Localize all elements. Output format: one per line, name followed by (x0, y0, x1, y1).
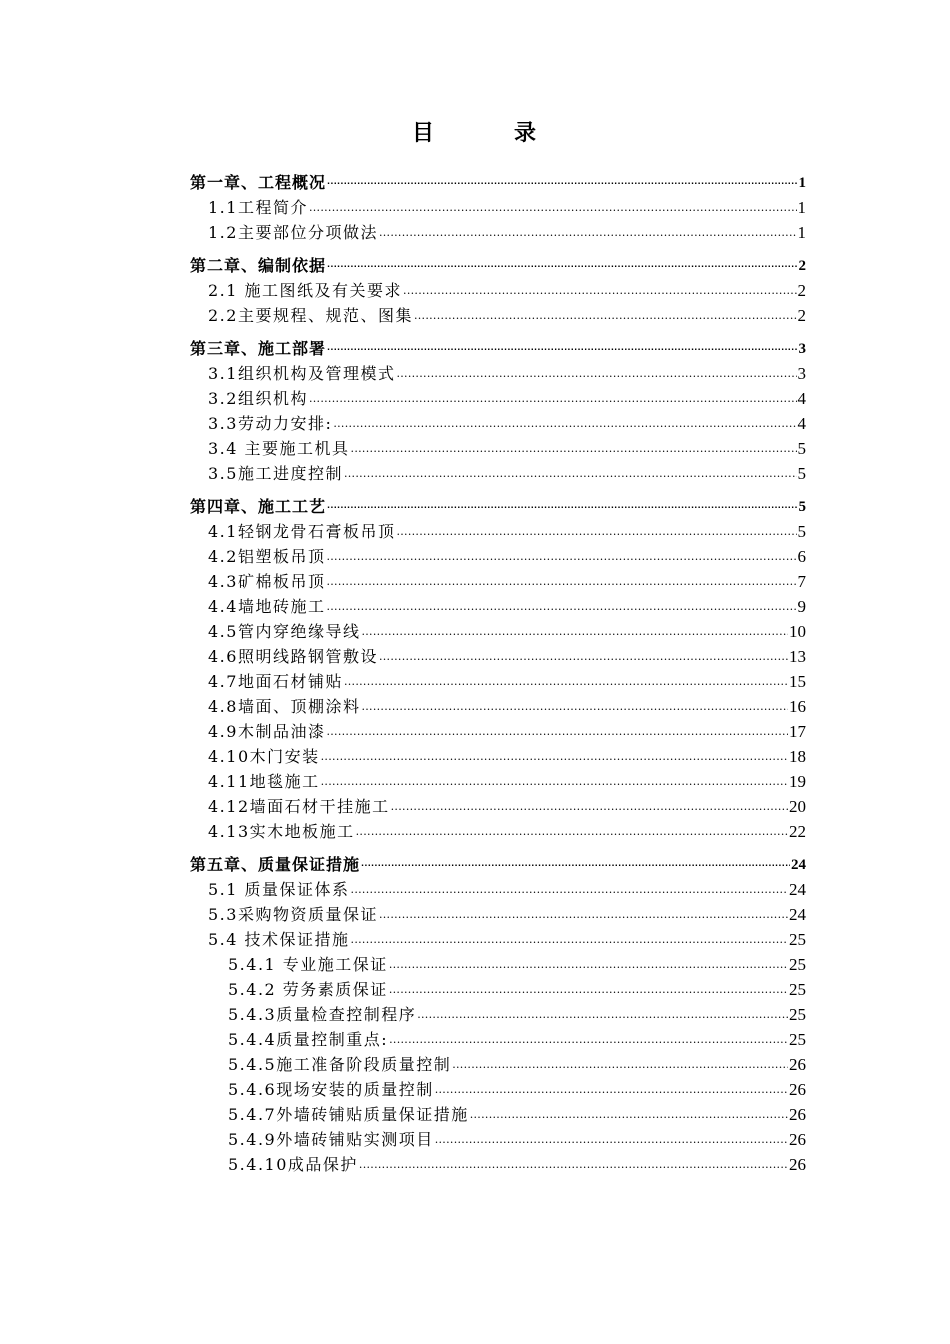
toc-entry-title: 3.5施工进度控制 (208, 464, 343, 483)
toc-entry-sub[interactable] (190, 950, 806, 975)
toc-entry-section[interactable] (190, 717, 806, 742)
toc-dot-leader (327, 499, 797, 517)
toc-entry-sub[interactable] (190, 1150, 806, 1175)
toc-dot-leader (321, 775, 788, 792)
toc-entry-page-number: 17 (789, 722, 806, 741)
toc-entry-page-number: 3 (797, 364, 806, 383)
toc-entry-sub[interactable] (190, 1125, 806, 1150)
toc-dot-leader (344, 675, 788, 692)
toc-entry-section[interactable] (190, 517, 806, 542)
toc-entry-title: 4.9木制品油漆 (208, 722, 326, 741)
toc-entry-title: 5.4 技术保证措施 (208, 930, 350, 949)
toc-entry-title: 4.10木门安装 (208, 747, 320, 766)
toc-entry-section[interactable] (190, 692, 806, 717)
toc-entry-title: 1.1工程简介 (208, 198, 308, 217)
toc-entry-page-number: 25 (789, 930, 806, 949)
toc-entry-section[interactable] (190, 817, 806, 842)
toc-entry-chapter[interactable] (190, 484, 806, 517)
toc-entry-section[interactable] (190, 276, 806, 301)
toc-entry-page-number: 24 (789, 905, 806, 924)
toc-entry-section[interactable] (190, 742, 806, 767)
toc-entry-page-number: 4 (797, 414, 806, 433)
toc-entry-page-number: 25 (789, 1005, 806, 1024)
toc-entry-title: 5.4.7外墙砖铺贴质量保证措施 (228, 1105, 469, 1124)
toc-entry-page-number: 5 (798, 499, 806, 515)
toc-entry-page-number: 19 (789, 772, 806, 791)
toc-entry-page-number: 20 (789, 797, 806, 816)
toc-entry-page-number: 26 (789, 1155, 806, 1174)
toc-dot-leader (327, 258, 797, 276)
toc-entry-title: 1.2主要部位分项做法 (208, 223, 378, 242)
toc-dot-leader (333, 417, 796, 434)
toc-dot-leader (361, 700, 788, 717)
toc-entry-page-number: 25 (789, 955, 806, 974)
toc-entry-page-number: 22 (789, 822, 806, 841)
toc-entry-sub[interactable] (190, 1050, 806, 1075)
toc-dot-leader (435, 1133, 788, 1150)
toc-entry-section[interactable] (190, 218, 806, 243)
toc-entry-title: 2.1 施工图纸及有关要求 (208, 281, 403, 300)
toc-entry-page-number: 25 (789, 980, 806, 999)
toc-entry-title: 3.1组织机构及管理模式 (208, 364, 396, 383)
toc-entry-title: 5.4.5施工准备阶段质量控制 (228, 1055, 452, 1074)
toc-entry-page-number: 26 (789, 1130, 806, 1149)
toc-entry-sub[interactable] (190, 1025, 806, 1050)
toc-entry-section[interactable] (190, 792, 806, 817)
toc-entry-title: 5.4.10成品保护 (228, 1155, 358, 1174)
toc-dot-leader (327, 175, 797, 193)
toc-entry-section[interactable] (190, 384, 806, 409)
toc-dot-leader (470, 1108, 788, 1125)
toc-entry-title: 4.4墙地砖施工 (208, 597, 326, 616)
toc-entry-page-number: 2 (798, 258, 806, 274)
page-title-left: 目 (411, 121, 436, 146)
toc-dot-leader (351, 442, 797, 459)
toc-dot-leader (389, 958, 788, 975)
toc-entry-title: 3.4 主要施工机具 (208, 439, 350, 458)
toc-dot-leader (351, 933, 788, 950)
toc-entry-page-number: 5 (797, 464, 806, 483)
toc-entry-title: 5.4.3质量检查控制程序 (228, 1005, 417, 1024)
toc-entry-chapter[interactable] (190, 842, 806, 875)
toc-dot-leader (309, 392, 797, 409)
toc-entry-page-number: 7 (797, 572, 806, 591)
toc-entry-page-number: 1 (798, 175, 806, 191)
toc-entry-section[interactable] (190, 900, 806, 925)
toc-entry-title: 5.4.6现场安装的质量控制 (228, 1080, 434, 1099)
toc-entry-page-number: 15 (789, 672, 806, 691)
toc-entry-sub[interactable] (190, 1100, 806, 1125)
toc-entry-title: 3.2组织机构 (208, 389, 308, 408)
toc-entry-title: 4.3矿棉板吊顶 (208, 572, 326, 591)
toc-entry-page-number: 1 (797, 223, 806, 242)
toc-entry-page-number: 16 (789, 697, 806, 716)
toc-dot-leader (326, 725, 788, 742)
toc-entry-page-number: 2 (797, 306, 806, 325)
page-title-right: 录 (514, 121, 539, 146)
toc-dot-leader (389, 983, 788, 1000)
toc-entry-title: 3.3劳动力安排: (208, 414, 333, 433)
toc-entry-chapter[interactable] (190, 326, 806, 359)
toc-entry-title: 5.4.1 专业施工保证 (228, 955, 388, 974)
toc-dot-leader (379, 908, 788, 925)
toc-dot-leader (414, 309, 797, 326)
toc-entry-page-number: 5 (797, 522, 806, 541)
toc-entry-title: 4.2铝塑板吊顶 (208, 547, 326, 566)
toc-dot-leader (452, 1058, 788, 1075)
toc-entry-page-number: 25 (789, 1030, 806, 1049)
toc-entry-section[interactable] (190, 592, 806, 617)
toc-entry-page-number: 3 (798, 341, 806, 357)
toc-entry-page-number: 26 (789, 1055, 806, 1074)
toc-entry-page-number: 26 (789, 1080, 806, 1099)
toc-dot-leader (309, 201, 797, 218)
toc-entry-sub[interactable] (190, 1000, 806, 1025)
toc-entry-page-number: 2 (797, 281, 806, 300)
toc-entry-title: 4.8墙面、顶棚涂料 (208, 697, 361, 716)
toc-entry-page-number: 6 (797, 547, 806, 566)
toc-dot-leader (389, 1033, 788, 1050)
toc-entry-sub[interactable] (190, 975, 806, 1000)
toc-dot-leader (361, 625, 788, 642)
toc-dot-leader (379, 650, 788, 667)
page-title (0, 116, 950, 147)
toc-entry-section[interactable] (190, 409, 806, 434)
toc-entry-section[interactable] (190, 617, 806, 642)
toc-entry-title: 第三章、施工部署 (190, 339, 327, 358)
toc-entry-page-number: 4 (797, 389, 806, 408)
toc-dot-leader (361, 857, 790, 875)
toc-entry-section[interactable] (190, 542, 806, 567)
toc-entry-section[interactable] (190, 642, 806, 667)
toc-dot-leader (327, 341, 797, 359)
toc-entry-section[interactable] (190, 767, 806, 792)
toc-entry-page-number: 1 (797, 198, 806, 217)
toc-entry-page-number: 10 (789, 622, 806, 641)
toc-entry-chapter[interactable] (190, 160, 806, 193)
toc-entry-title: 4.5管内穿绝缘导线 (208, 622, 361, 641)
toc-entry-page-number: 24 (791, 857, 806, 873)
toc-dot-leader (326, 575, 796, 592)
toc-entry-title: 5.3采购物资质量保证 (208, 905, 378, 924)
toc-entry-title: 5.4.4质量控制重点: (228, 1030, 389, 1049)
toc-dot-leader (396, 367, 796, 384)
toc-entry-title: 第二章、编制依据 (190, 256, 327, 275)
toc-entry-title: 5.1 质量保证体系 (208, 880, 350, 899)
toc-entry-page-number: 24 (789, 880, 806, 899)
toc-dot-leader (321, 750, 788, 767)
toc-dot-leader (356, 825, 788, 842)
toc-entry-sub[interactable] (190, 1075, 806, 1100)
toc-dot-leader (391, 800, 788, 817)
toc-entry-page-number: 5 (797, 439, 806, 458)
toc-entry-title: 第四章、施工工艺 (190, 497, 327, 516)
toc-entry-title: 5.4.2 劳务素质保证 (228, 980, 388, 999)
toc-entry-chapter[interactable] (190, 243, 806, 276)
toc-entry-title: 第一章、工程概况 (190, 173, 327, 192)
toc-entry-section[interactable] (190, 925, 806, 950)
toc-entry-page-number: 13 (789, 647, 806, 666)
toc-dot-leader (403, 284, 796, 301)
toc-dot-leader (435, 1083, 788, 1100)
toc-dot-leader (326, 550, 796, 567)
toc-entry-section[interactable] (190, 434, 806, 459)
toc-entry-section[interactable] (190, 567, 806, 592)
toc-dot-leader (344, 467, 797, 484)
toc-entry-title: 4.7地面石材铺贴 (208, 672, 343, 691)
toc-entry-title: 2.2主要规程、规范、图集 (208, 306, 413, 325)
toc-dot-leader (396, 525, 796, 542)
toc-entry-section[interactable] (190, 459, 806, 484)
toc-dot-leader (359, 1158, 788, 1175)
toc-entry-title: 4.1轻钢龙骨石膏板吊顶 (208, 522, 396, 541)
toc-entry-section[interactable] (190, 301, 806, 326)
toc-entry-section[interactable] (190, 875, 806, 900)
toc-entry-title: 第五章、质量保证措施 (190, 855, 361, 874)
toc-entry-title: 4.11地毯施工 (208, 772, 320, 791)
toc-entry-title: 5.4.9外墙砖铺贴实测项目 (228, 1130, 434, 1149)
toc-entry-page-number: 18 (789, 747, 806, 766)
toc-entry-page-number: 9 (797, 597, 806, 616)
toc-entry-title: 4.6照明线路钢管敷设 (208, 647, 378, 666)
toc-dot-leader (417, 1008, 788, 1025)
toc-entry-page-number: 26 (789, 1105, 806, 1124)
toc-entry-title: 4.12墙面石材干挂施工 (208, 797, 390, 816)
toc-entry-section[interactable] (190, 193, 806, 218)
table-of-contents (190, 160, 806, 1175)
toc-dot-leader (326, 600, 796, 617)
toc-entry-section[interactable] (190, 359, 806, 384)
toc-dot-leader (379, 226, 797, 243)
toc-entry-title: 4.13实木地板施工 (208, 822, 355, 841)
toc-dot-leader (351, 883, 788, 900)
toc-entry-section[interactable] (190, 667, 806, 692)
